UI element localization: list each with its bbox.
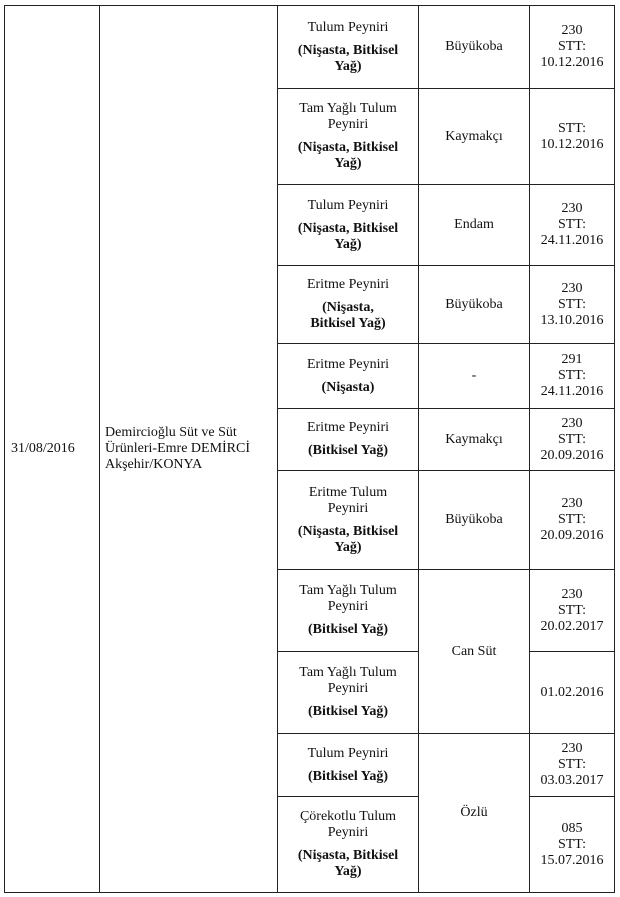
product-name: Çörekotlu Tulum Peyniri <box>299 809 397 840</box>
product-ingredients: (Nişasta, Bitkisel Yağ) <box>297 220 399 252</box>
lot-cell: 230 STT: 20.09.2016 <box>530 471 615 570</box>
lot-cell: 230 STT: 20.02.2017 <box>530 570 615 652</box>
product-cell <box>278 185 419 266</box>
lot-cell: 01.02.2016 <box>530 652 615 734</box>
lot-cell: 230 STT: 20.09.2016 <box>530 409 615 471</box>
product-name: Eritme Peyniri <box>306 420 390 435</box>
brand-cell: Büyükoba <box>419 471 530 570</box>
lot-cell: 291 STT: 24.11.2016 <box>530 344 615 409</box>
product-ingredients: (Bitkisel Yağ) <box>308 704 388 719</box>
product-table <box>4 5 615 893</box>
brand-cell: Kaymakçı <box>419 89 530 185</box>
product-cell <box>278 797 419 893</box>
company-line: Demircioğlu Süt ve Süt <box>105 425 237 440</box>
company-line: Akşehir/KONYA <box>105 457 203 472</box>
product-cell <box>278 652 419 734</box>
product-ingredients: (Nişasta, Bitkisel Yağ) <box>297 140 399 171</box>
lot-cell: 230 STT: 03.03.2017 <box>530 734 615 797</box>
product-name: Tam Yağlı Tulum Peyniri <box>299 101 397 132</box>
product-name: Eritme Peyniri <box>306 356 390 372</box>
company-line: Ürünleri-Emre DEMİRCİ <box>105 441 251 456</box>
brand-cell: Can Süt <box>419 570 530 734</box>
product-cell <box>278 471 419 570</box>
product-name: Tam Yağlı Tulum Peyniri <box>299 583 397 614</box>
product-cell <box>278 89 419 185</box>
lot-cell: 230 STT: 24.11.2016 <box>530 185 615 266</box>
product-cell <box>278 6 419 89</box>
product-name: Tulum Peyniri <box>307 19 389 35</box>
product-name: Tulum Peyniri <box>307 745 389 761</box>
lot-cell: STT: 10.12.2016 <box>530 89 615 185</box>
lot-cell: 230 STT: 10.12.2016 <box>530 6 615 89</box>
brand-cell: Endam <box>419 185 530 266</box>
product-ingredients: (Nişasta) <box>321 379 375 395</box>
product-cell <box>278 266 419 344</box>
brand-cell: Büyükoba <box>419 266 530 344</box>
brand-cell: Büyükoba <box>419 6 530 89</box>
lot-cell: 230 STT: 13.10.2016 <box>530 266 615 344</box>
product-name: Eritme Tulum Peyniri <box>308 484 388 516</box>
product-ingredients: (Nişasta, Bitkisel Yağ) <box>297 42 399 74</box>
product-cell <box>278 409 419 471</box>
product-ingredients: (Nişasta, Bitkisel Yağ) <box>297 848 399 879</box>
product-ingredients: (Nişasta, Bitkisel Yağ) <box>297 523 399 555</box>
product-name: Tulum Peyniri <box>307 197 389 213</box>
brand-cell: Özlü <box>419 734 530 893</box>
product-name: Eritme Peyniri <box>306 277 390 292</box>
product-cell <box>278 570 419 652</box>
product-ingredients: (Bitkisel Yağ) <box>308 622 388 637</box>
product-ingredients: (Nişasta, Bitkisel Yağ) <box>310 300 386 331</box>
date-cell: 31/08/2016 <box>5 6 100 893</box>
product-cell <box>278 344 419 409</box>
brand-cell: - <box>419 344 530 409</box>
company-cell <box>100 6 278 893</box>
product-ingredients: (Bitkisel Yağ) <box>308 443 388 458</box>
table-row <box>5 6 615 89</box>
product-ingredients: (Bitkisel Yağ) <box>308 768 388 784</box>
product-cell <box>278 734 419 797</box>
lot-cell: 085 STT: 15.07.2016 <box>530 797 615 893</box>
product-name: Tam Yağlı Tulum Peyniri <box>299 665 397 696</box>
brand-cell: Kaymakçı <box>419 409 530 471</box>
